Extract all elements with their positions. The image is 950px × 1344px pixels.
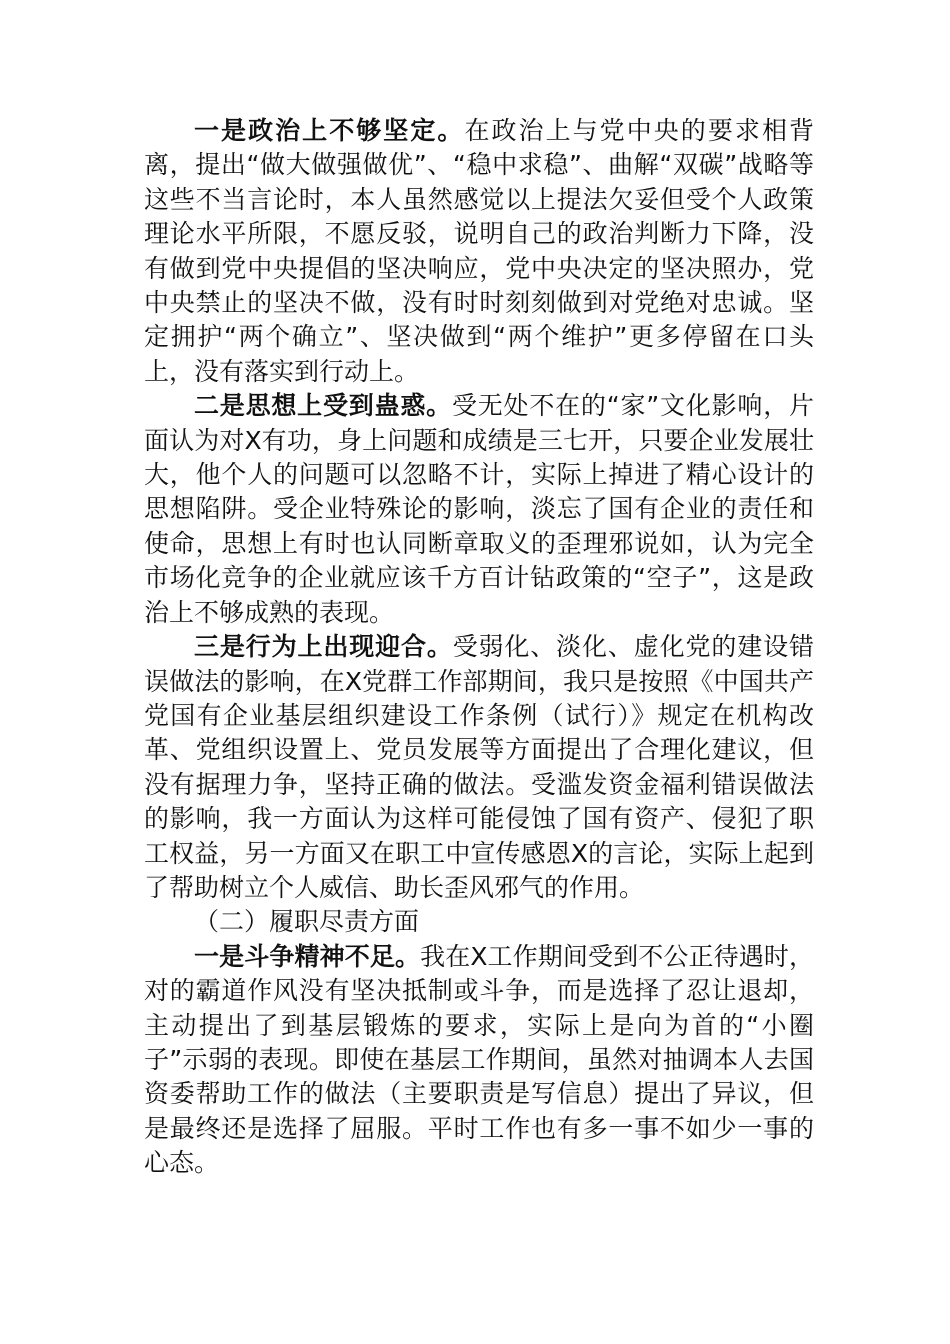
paragraph-body: 我在X工作期间受到不公正待遇时，对的霸道作风没有坚决抵制或斗争，而是选择了忍让退却，主动提出了到基层锻炼的要求，实际上是向为首的“小圈子”示弱的表现。即使在基层工作期间，虽然对抽调本人去国资委帮助工作的做法（主要职责是写信息）提出了异议，但是最终还是选择了屈服。平时工作也有多一事不如少一事的心态。 — [144, 941, 814, 1178]
paragraph-struggle — [144, 940, 814, 1181]
paragraph-body: 受弱化、淡化、虚化党的建设错误做法的影响，在X党群工作部期间，我只是按照《中国共产党国有企业基层组织建设工作条例（试行）》规定在机构改革、党组织设置上、党员发展等方面提出了合理化建议，但没有据理力争，坚持正确的做法。受滥发资金福利错误做法的影响，我一方面认为这样可能侵蚀了国有资产、侵犯了职工权益，另一方面又在职工中宣传感恩X的言论，实际上起到了帮助树立个人威信、助长歪风邪气的作用。 — [144, 632, 814, 902]
paragraph-behavior — [144, 630, 814, 905]
paragraph-body: 在政治上与党中央的要求相背离，提出“做大做强做优”、“稳中求稳”、曲解“双碳”战略等这些不当言论时，本人虽然感觉以上提法欠妥但受个人政策理论水平所限，不愿反驳，说明自己的政治判断力下降，没有做到党中央提倡的坚决响应，党中央决定的坚决照办，党中央禁止的坚决不做，没有时时刻刻做到对党绝对忠诚。坚定拥护“两个确立”、坚决做到“两个维护”更多停留在口头上，没有落实到行动上。 — [144, 116, 814, 386]
paragraph-lead: 二是思想上受到蛊惑。 — [194, 391, 452, 421]
section-heading: （二）履职尽责方面 — [194, 907, 420, 937]
paragraph-lead: 一是政治上不够坚定。 — [194, 116, 465, 145]
paragraph-lead: 三是行为上出现迎合。 — [194, 632, 453, 662]
paragraph-lead: 一是斗争精神不足。 — [194, 941, 421, 971]
document-page — [144, 114, 814, 1181]
paragraph-political — [144, 114, 814, 389]
paragraph-thought — [144, 389, 814, 630]
paragraph-body: 受无处不在的“家”文化影响，片面认为对X有功，身上问题和成绩是三七开，只要企业发展壮大，他个人的问题可以忽略不计，实际上掉进了精心设计的思想陷阱。受企业特殊论的影响，淡忘了国有企业的责任和使命，思想上有时也认同断章取义的歪理邪说如，认为完全市场化竞争的企业就应该千方百计钻政策的“空子”，这是政治上不够成熟的表现。 — [144, 391, 814, 627]
